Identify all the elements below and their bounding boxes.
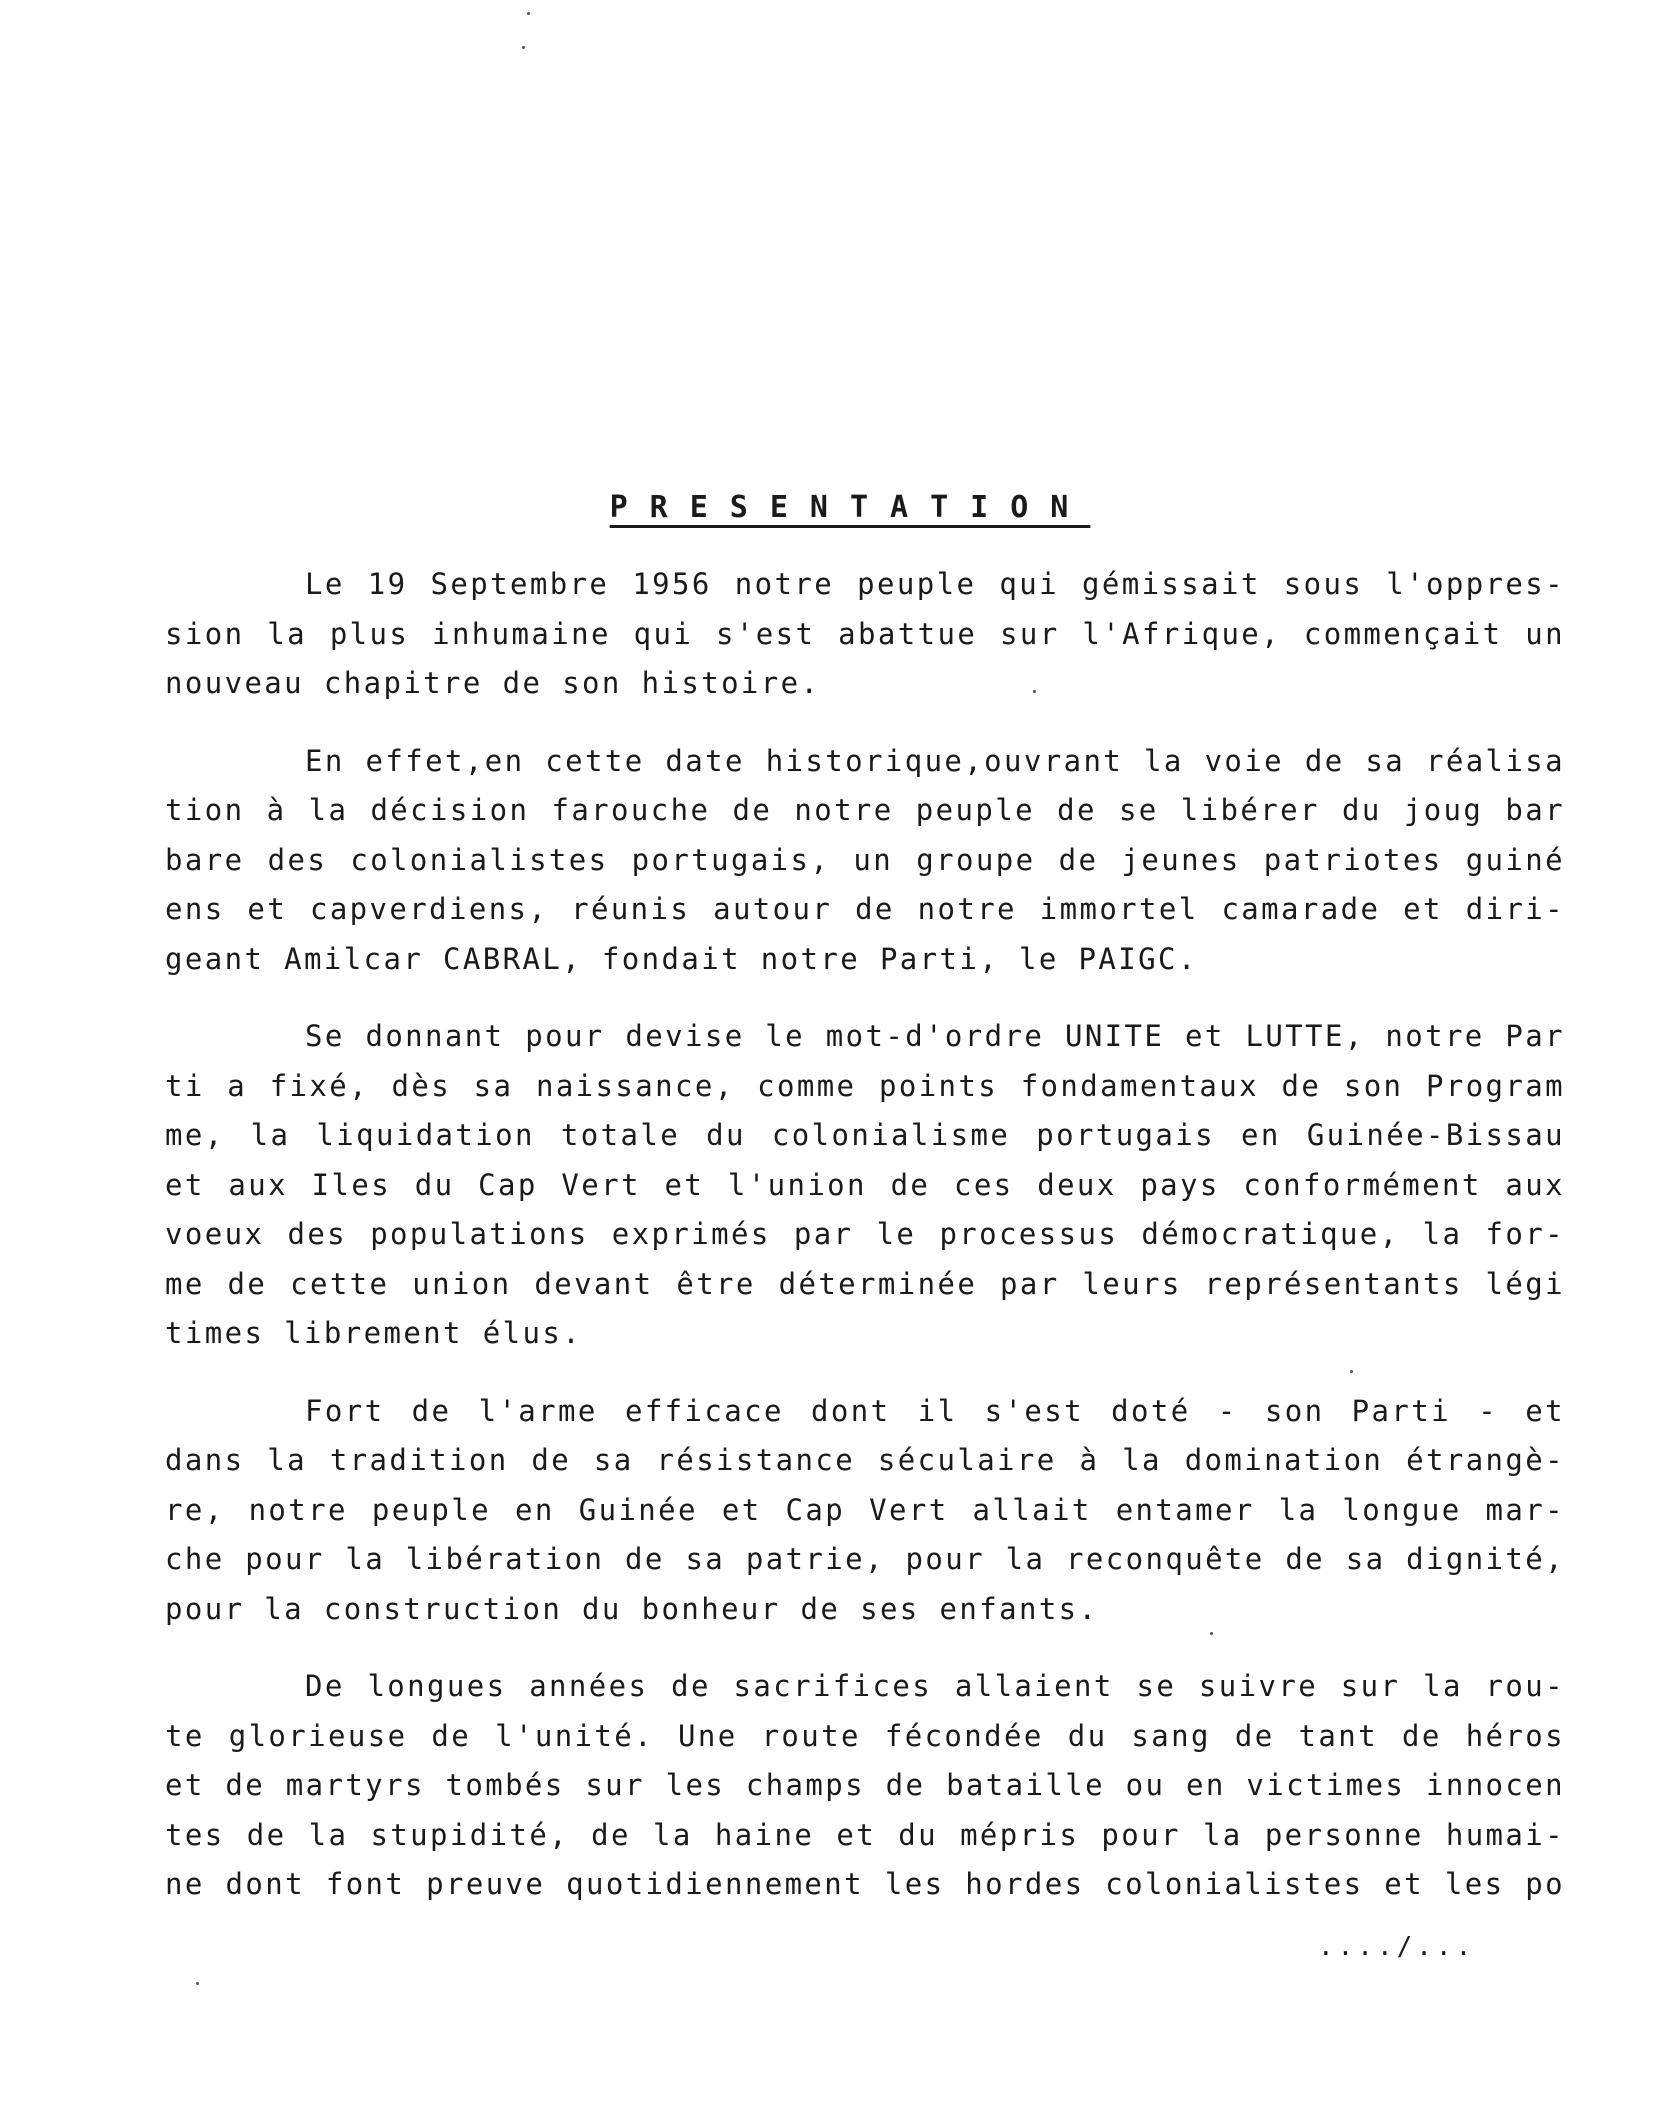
text-line: De longues années de sacrifices allaient se suivre sur la rou-: [305, 1669, 1565, 1703]
page-title: PRESENTATION: [609, 490, 1091, 525]
body-text: [165, 560, 1565, 1938]
text-line: ne dont font preuve quotidiennement les hordes colonialistes et les po: [165, 1867, 1565, 1901]
scan-speck: [1350, 1370, 1353, 1373]
text-line: et de martyrs tombés sur les champs de bataille ou en victimes innocen: [165, 1768, 1565, 1802]
text-line: geant Amilcar CABRAL, fondait notre Parti, le PAIGC.: [165, 941, 1198, 976]
text-line: nouveau chapitre de son histoire.: [165, 666, 821, 700]
scan-speck: [1210, 1632, 1213, 1635]
text-line: ens et capverdiens, réunis autour de notre immortel camarade et diri-: [165, 892, 1565, 926]
paragraph-4: [165, 1387, 1565, 1635]
text-line: ti a fixé, dès sa naissance, comme points fondamentaux de son Program: [165, 1068, 1565, 1103]
text-line: dans la tradition de sa résistance séculaire à la domination étrangè-: [165, 1443, 1565, 1477]
scan-speck: [196, 1982, 199, 1985]
paragraph-3: [165, 1012, 1565, 1359]
text-line: et aux Iles du Cap Vert et l'union de ces deux pays conformément aux: [165, 1167, 1565, 1202]
text-line: tion à la décision farouche de notre peuple de se libérer du joug bar: [165, 793, 1565, 827]
text-line: te glorieuse de l'unité. Une route fécondée du sang de tant de héros: [165, 1718, 1565, 1753]
paragraph-5: [165, 1662, 1565, 1910]
text-line: che pour la libération de sa patrie, pour la reconquête de sa dignité,: [165, 1542, 1565, 1576]
scan-speck: [522, 46, 525, 49]
text-line: me, la liquidation totale du colonialisme portugais en Guinée-Bissau: [165, 1118, 1565, 1152]
scan-speck: [1033, 690, 1036, 693]
text-line: sion la plus inhumaine qui s'est abattue sur l'Afrique, commençait un: [165, 616, 1565, 651]
page-continuation-marker: ..../...: [1318, 1932, 1476, 1962]
text-line: Fort de l'arme efficace dont il s'est doté - son Parti - et: [305, 1393, 1565, 1428]
scan-speck: [527, 12, 530, 15]
text-line: bare des colonialistes portugais, un groupe de jeunes patriotes guiné: [165, 842, 1565, 877]
text-line: tes de la stupidité, de la haine et du mépris pour la personne humai-: [165, 1817, 1565, 1852]
text-line: Le 19 Septembre 1956 notre peuple qui gémissait sous l'oppres-: [305, 567, 1565, 601]
text-line: re, notre peuple en Guinée et Cap Vert allait entamer la longue mar-: [165, 1492, 1565, 1527]
text-line: times librement élus.: [165, 1316, 583, 1350]
paragraph-2: [165, 737, 1565, 985]
text-line: voeux des populations exprimés par le processus démocratique, la for-: [165, 1217, 1565, 1251]
paragraph-1: [165, 560, 1565, 709]
text-line: Se donnant pour devise le mot-d'ordre UNITE et LUTTE, notre Par: [305, 1019, 1565, 1053]
text-line: pour la construction du bonheur de ses enfants.: [165, 1591, 1099, 1626]
text-line: me de cette union devant être déterminée par leurs représentants légi: [165, 1266, 1565, 1301]
text-line: En effet,en cette date historique,ouvrant la voie de sa réalisa: [305, 743, 1565, 778]
